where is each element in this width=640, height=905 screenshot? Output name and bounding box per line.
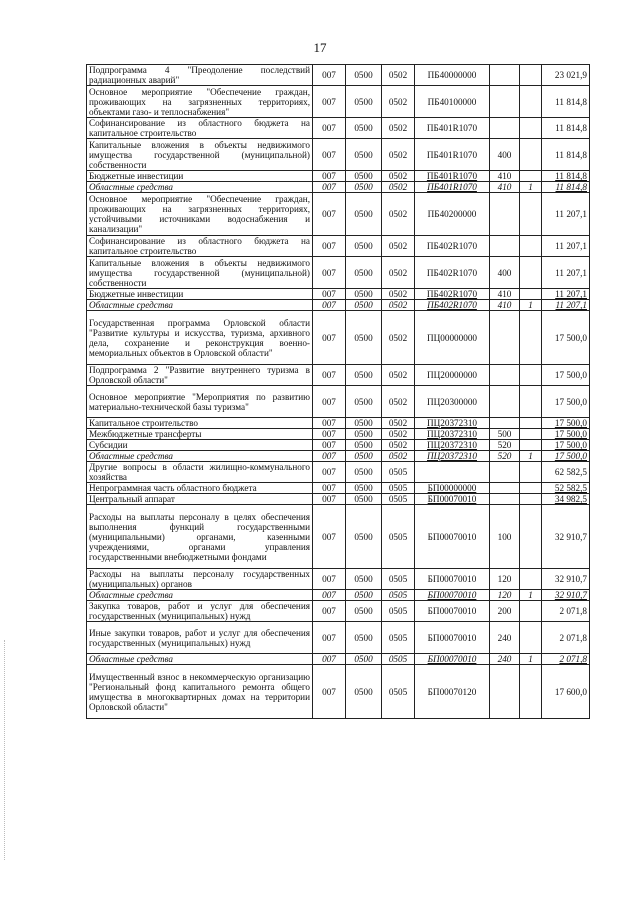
cell-vr: 240 (490, 654, 520, 665)
page-number: 17 (313, 40, 327, 55)
cell-src (520, 311, 542, 365)
cell-vr: 410 (490, 289, 520, 300)
cell-name: Имущественный взнос в некоммерческую организацию "Региональный фонд капитального ремонта общего имущества в многоквартирных домах на территории Орловской области" (87, 665, 313, 719)
cell-vr (490, 236, 520, 257)
cell-vr: 410 (490, 171, 520, 182)
cell-csr: ПБ401R1070 (415, 118, 490, 139)
cell-name: Софинансирование из областного бюджета на капитальное строительство (87, 118, 313, 139)
table-row (87, 665, 590, 719)
cell-rz: 0500 (346, 483, 382, 494)
cell-vr (490, 462, 520, 483)
cell-src: 1 (520, 654, 542, 665)
table-row (87, 171, 590, 182)
table-row (87, 236, 590, 257)
cell-vr: 520 (490, 451, 520, 462)
cell-vr: 240 (490, 622, 520, 654)
cell-ved: 007 (313, 494, 346, 505)
cell-pr: 0502 (382, 418, 415, 429)
cell-pr: 0502 (382, 440, 415, 451)
cell-csr: ПЦ20000000 (415, 365, 490, 386)
cell-rz: 0500 (346, 193, 382, 236)
cell-pr: 0502 (382, 429, 415, 440)
cell-ved: 007 (313, 311, 346, 365)
cell-name: Основное мероприятие "Обеспечение граждан, проживающих на загрязненных территориях, устойчивыми источниками водоснабжения и канализации" (87, 193, 313, 236)
cell-name: Основное мероприятие "Мероприятия по развитию материально-технической базы туризма" (87, 386, 313, 418)
cell-name: Подпрограмма 2 "Развитие внутреннего туризма в Орловской области" (87, 365, 313, 386)
cell-pr: 0502 (382, 193, 415, 236)
cell-ved: 007 (313, 451, 346, 462)
cell-src (520, 236, 542, 257)
cell-vr (490, 483, 520, 494)
cell-vr (490, 65, 520, 86)
table-row (87, 139, 590, 171)
cell-rz: 0500 (346, 622, 382, 654)
cell-ved: 007 (313, 118, 346, 139)
table-row (87, 440, 590, 451)
cell-rz: 0500 (346, 494, 382, 505)
table-row (87, 483, 590, 494)
cell-pr: 0505 (382, 665, 415, 719)
cell-pr: 0505 (382, 569, 415, 590)
cell-pr: 0502 (382, 365, 415, 386)
cell-vr (490, 311, 520, 365)
cell-ved: 007 (313, 429, 346, 440)
table-row (87, 451, 590, 462)
cell-src (520, 65, 542, 86)
cell-vr: 410 (490, 300, 520, 311)
cell-sum: 32 910,7 (542, 569, 590, 590)
cell-ved: 007 (313, 139, 346, 171)
cell-rz: 0500 (346, 451, 382, 462)
cell-pr: 0502 (382, 257, 415, 289)
cell-vr: 200 (490, 601, 520, 622)
cell-name: Капитальные вложения в объекты недвижимого имущества государственной (муниципальной) собственности (87, 257, 313, 289)
cell-vr: 500 (490, 429, 520, 440)
cell-sum: 34 982,5 (542, 494, 590, 505)
cell-name: Расходы на выплаты персоналу в целях обеспечения выполнения функций государственными (муниципальными) органами, казенными учреждениями, органами управления государственными внебюджетными фондами (87, 505, 313, 569)
cell-name: Бюджетные инвестиции (87, 289, 313, 300)
cell-sum: 11 207,1 (542, 289, 590, 300)
table-row (87, 86, 590, 118)
cell-csr: БП00070010 (415, 569, 490, 590)
cell-ved: 007 (313, 483, 346, 494)
cell-csr: ПЦ20300000 (415, 386, 490, 418)
cell-rz: 0500 (346, 257, 382, 289)
cell-pr: 0502 (382, 182, 415, 193)
cell-src (520, 365, 542, 386)
cell-rz: 0500 (346, 300, 382, 311)
cell-sum: 2 071,8 (542, 622, 590, 654)
cell-src (520, 440, 542, 451)
cell-src (520, 429, 542, 440)
cell-ved: 007 (313, 440, 346, 451)
cell-vr (490, 494, 520, 505)
cell-ved: 007 (313, 386, 346, 418)
cell-sum: 11 207,1 (542, 236, 590, 257)
cell-ved: 007 (313, 622, 346, 654)
table-row (87, 386, 590, 418)
cell-rz: 0500 (346, 440, 382, 451)
cell-sum: 62 582,5 (542, 462, 590, 483)
cell-name: Закупка товаров, работ и услуг для обеспечения государственных (муниципальных) нужд (87, 601, 313, 622)
cell-csr (415, 462, 490, 483)
cell-src (520, 418, 542, 429)
table-row (87, 622, 590, 654)
cell-rz: 0500 (346, 386, 382, 418)
table-row (87, 418, 590, 429)
cell-vr (490, 386, 520, 418)
cell-pr: 0505 (382, 483, 415, 494)
cell-ved: 007 (313, 365, 346, 386)
cell-name: Расходы на выплаты персоналу государственных (муниципальных) органов (87, 569, 313, 590)
table-row (87, 365, 590, 386)
cell-src (520, 569, 542, 590)
cell-pr: 0502 (382, 311, 415, 365)
table-row (87, 65, 590, 86)
cell-csr: ПЦ20372310 (415, 440, 490, 451)
cell-ved: 007 (313, 257, 346, 289)
cell-src (520, 665, 542, 719)
cell-sum: 17 500,0 (542, 451, 590, 462)
cell-src (520, 289, 542, 300)
cell-ved: 007 (313, 86, 346, 118)
cell-name: Другие вопросы в области жилищно-коммунального хозяйства (87, 462, 313, 483)
budget-table (86, 64, 590, 719)
cell-src (520, 86, 542, 118)
cell-name: Межбюджетные трансферты (87, 429, 313, 440)
cell-src (520, 118, 542, 139)
cell-csr: БП00070010 (415, 494, 490, 505)
table-row (87, 462, 590, 483)
table-row (87, 311, 590, 365)
cell-pr: 0502 (382, 236, 415, 257)
cell-csr: БП00070010 (415, 505, 490, 569)
cell-rz: 0500 (346, 365, 382, 386)
cell-ved: 007 (313, 289, 346, 300)
cell-csr: ПЦ20372310 (415, 429, 490, 440)
cell-pr: 0502 (382, 451, 415, 462)
cell-pr: 0505 (382, 462, 415, 483)
cell-rz: 0500 (346, 182, 382, 193)
table-row (87, 289, 590, 300)
cell-vr: 410 (490, 182, 520, 193)
cell-src: 1 (520, 182, 542, 193)
cell-src (520, 193, 542, 236)
cell-sum: 32 910,7 (542, 505, 590, 569)
cell-ved: 007 (313, 182, 346, 193)
cell-pr: 0505 (382, 654, 415, 665)
cell-name: Бюджетные инвестиции (87, 171, 313, 182)
table-row (87, 257, 590, 289)
cell-rz: 0500 (346, 462, 382, 483)
cell-csr: ПБ401R1070 (415, 139, 490, 171)
table-row (87, 429, 590, 440)
table-row (87, 494, 590, 505)
cell-vr: 520 (490, 440, 520, 451)
cell-ved: 007 (313, 665, 346, 719)
cell-name: Капитальное строительство (87, 418, 313, 429)
cell-pr: 0502 (382, 171, 415, 182)
cell-sum: 11 814,8 (542, 171, 590, 182)
cell-sum: 52 582,5 (542, 483, 590, 494)
cell-ved: 007 (313, 65, 346, 86)
cell-csr: ПБ402R1070 (415, 257, 490, 289)
table-row (87, 590, 590, 601)
cell-rz: 0500 (346, 139, 382, 171)
cell-sum: 17 500,0 (542, 311, 590, 365)
cell-pr: 0505 (382, 590, 415, 601)
table-row (87, 193, 590, 236)
cell-sum: 17 500,0 (542, 365, 590, 386)
margin-dots (4, 640, 7, 860)
cell-ved: 007 (313, 193, 346, 236)
cell-rz: 0500 (346, 601, 382, 622)
cell-name: Основное мероприятие "Обеспечение граждан, проживающих на загрязненных территориях, объектами газо- и теплоснабжения" (87, 86, 313, 118)
table-row (87, 300, 590, 311)
cell-ved: 007 (313, 601, 346, 622)
cell-src (520, 462, 542, 483)
cell-sum: 23 021,9 (542, 65, 590, 86)
cell-rz: 0500 (346, 418, 382, 429)
cell-name: Капитальные вложения в объекты недвижимого имущества государственной (муниципальной) собственности (87, 139, 313, 171)
cell-csr: ПБ402R1070 (415, 289, 490, 300)
cell-vr (490, 86, 520, 118)
cell-rz: 0500 (346, 86, 382, 118)
cell-pr: 0502 (382, 386, 415, 418)
cell-pr: 0502 (382, 118, 415, 139)
cell-ved: 007 (313, 462, 346, 483)
cell-rz: 0500 (346, 289, 382, 300)
cell-sum: 17 600,0 (542, 665, 590, 719)
cell-sum: 11 814,8 (542, 118, 590, 139)
cell-src (520, 171, 542, 182)
cell-rz: 0500 (346, 654, 382, 665)
cell-pr: 0505 (382, 622, 415, 654)
cell-sum: 11 207,1 (542, 300, 590, 311)
cell-rz: 0500 (346, 505, 382, 569)
cell-rz: 0500 (346, 569, 382, 590)
cell-csr: БП00070120 (415, 665, 490, 719)
cell-name: Иные закупки товаров, работ и услуг для обеспечения государственных (муниципальных) нужд (87, 622, 313, 654)
cell-sum: 11 207,1 (542, 257, 590, 289)
cell-name: Непрограммная часть областного бюджета (87, 483, 313, 494)
table-row (87, 505, 590, 569)
cell-pr: 0505 (382, 601, 415, 622)
cell-ved: 007 (313, 654, 346, 665)
cell-vr: 400 (490, 139, 520, 171)
cell-name: Центральный аппарат (87, 494, 313, 505)
cell-vr: 120 (490, 590, 520, 601)
cell-name: Областные средства (87, 654, 313, 665)
cell-src (520, 505, 542, 569)
cell-csr: БП00070010 (415, 590, 490, 601)
cell-pr: 0505 (382, 505, 415, 569)
cell-ved: 007 (313, 171, 346, 182)
table-body (87, 65, 590, 719)
cell-csr: ПЦ20372310 (415, 418, 490, 429)
cell-sum: 17 500,0 (542, 440, 590, 451)
cell-sum: 17 500,0 (542, 429, 590, 440)
cell-rz: 0500 (346, 429, 382, 440)
cell-src (520, 494, 542, 505)
cell-sum: 2 071,8 (542, 654, 590, 665)
cell-rz: 0500 (346, 65, 382, 86)
cell-pr: 0502 (382, 289, 415, 300)
table-row (87, 569, 590, 590)
cell-rz: 0500 (346, 311, 382, 365)
cell-name: Областные средства (87, 182, 313, 193)
cell-name: Софинансирование из областного бюджета на капитальное строительство (87, 236, 313, 257)
table-row (87, 118, 590, 139)
cell-vr (490, 118, 520, 139)
cell-rz: 0500 (346, 118, 382, 139)
cell-sum: 11 207,1 (542, 193, 590, 236)
cell-csr: ПБ402R1070 (415, 300, 490, 311)
cell-src (520, 601, 542, 622)
table-row (87, 601, 590, 622)
cell-name: Областные средства (87, 451, 313, 462)
cell-sum: 2 071,8 (542, 601, 590, 622)
cell-rz: 0500 (346, 171, 382, 182)
cell-vr (490, 365, 520, 386)
cell-sum: 17 500,0 (542, 386, 590, 418)
cell-ved: 007 (313, 505, 346, 569)
cell-csr: ПЦ00000000 (415, 311, 490, 365)
cell-csr: ПБ401R1070 (415, 171, 490, 182)
cell-csr: ПБ40100000 (415, 86, 490, 118)
cell-ved: 007 (313, 236, 346, 257)
cell-ved: 007 (313, 569, 346, 590)
cell-rz: 0500 (346, 665, 382, 719)
cell-vr: 400 (490, 257, 520, 289)
cell-src (520, 622, 542, 654)
cell-ved: 007 (313, 300, 346, 311)
cell-src: 1 (520, 451, 542, 462)
cell-csr: БП00070010 (415, 622, 490, 654)
cell-src: 1 (520, 590, 542, 601)
cell-pr: 0502 (382, 300, 415, 311)
cell-pr: 0502 (382, 86, 415, 118)
cell-csr: ПБ40200000 (415, 193, 490, 236)
cell-name: Областные средства (87, 300, 313, 311)
cell-csr: ПЦ20372310 (415, 451, 490, 462)
cell-src: 1 (520, 300, 542, 311)
cell-src (520, 483, 542, 494)
cell-ved: 007 (313, 590, 346, 601)
cell-name: Областные средства (87, 590, 313, 601)
cell-pr: 0502 (382, 65, 415, 86)
cell-rz: 0500 (346, 236, 382, 257)
cell-src (520, 257, 542, 289)
cell-sum: 17 500,0 (542, 418, 590, 429)
cell-sum: 32 910,7 (542, 590, 590, 601)
cell-csr: БП00070010 (415, 601, 490, 622)
cell-vr (490, 193, 520, 236)
cell-csr: ПБ402R1070 (415, 236, 490, 257)
table-row (87, 182, 590, 193)
cell-csr: БП00000000 (415, 483, 490, 494)
table-row (87, 654, 590, 665)
cell-vr: 120 (490, 569, 520, 590)
cell-name: Субсидии (87, 440, 313, 451)
cell-src (520, 386, 542, 418)
cell-pr: 0502 (382, 139, 415, 171)
cell-name: Государственная программа Орловской области "Развитие культуры и искусства, туризма, архивного дела, сохранение и реконструкция военно-мемориальных объектов в Орловской области" (87, 311, 313, 365)
cell-csr: ПБ401R1070 (415, 182, 490, 193)
cell-vr (490, 418, 520, 429)
cell-vr: 100 (490, 505, 520, 569)
cell-name: Подпрограмма 4 "Преодоление последствий радиационных аварий" (87, 65, 313, 86)
cell-src (520, 139, 542, 171)
cell-csr: БП00070010 (415, 654, 490, 665)
cell-vr (490, 665, 520, 719)
cell-ved: 007 (313, 418, 346, 429)
cell-csr: ПБ40000000 (415, 65, 490, 86)
cell-sum: 11 814,8 (542, 86, 590, 118)
cell-rz: 0500 (346, 590, 382, 601)
cell-pr: 0505 (382, 494, 415, 505)
cell-sum: 11 814,8 (542, 182, 590, 193)
cell-sum: 11 814,8 (542, 139, 590, 171)
